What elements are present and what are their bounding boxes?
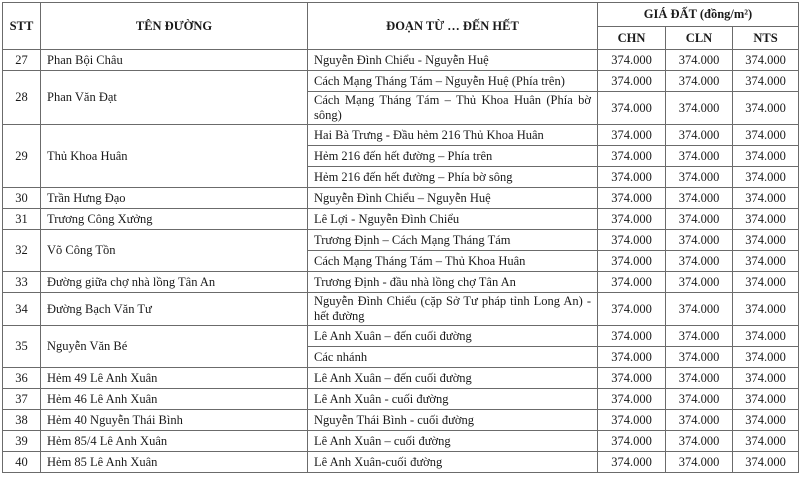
table-row <box>3 452 799 473</box>
cell-price-cln: 374.000 <box>666 431 733 452</box>
table-row <box>3 71 799 92</box>
cell-segment: Trương Định - đầu nhà lồng chợ Tân An <box>308 272 598 293</box>
cell-street-name: Hẻm 49 Lê Anh Xuân <box>41 368 308 389</box>
cell-price-chn: 374.000 <box>598 71 666 92</box>
cell-price-cln: 374.000 <box>666 230 733 251</box>
cell-segment: Trương Định – Cách Mạng Tháng Tám <box>308 230 598 251</box>
header-stt: STT <box>3 3 41 50</box>
header-nts: NTS <box>733 27 799 50</box>
cell-street-name: Hẻm 85 Lê Anh Xuân <box>41 452 308 473</box>
cell-price-nts: 374.000 <box>733 230 799 251</box>
cell-street-name: Võ Công Tồn <box>41 230 308 272</box>
cell-price-cln: 374.000 <box>666 293 733 326</box>
cell-segment: Lê Anh Xuân – cuối đường <box>308 431 598 452</box>
cell-price-cln: 374.000 <box>666 389 733 410</box>
cell-street-name: Hẻm 40 Nguyễn Thái Bình <box>41 410 308 431</box>
cell-price-nts: 374.000 <box>733 71 799 92</box>
cell-segment: Cách Mạng Tháng Tám – Thủ Khoa Huân (Phía bờ sông) <box>308 92 598 125</box>
cell-price-chn: 374.000 <box>598 272 666 293</box>
table-row <box>3 410 799 431</box>
cell-price-nts: 374.000 <box>733 368 799 389</box>
cell-stt: 32 <box>3 230 41 272</box>
cell-segment: Lê Anh Xuân - cuối đường <box>308 389 598 410</box>
cell-price-nts: 374.000 <box>733 431 799 452</box>
cell-price-chn: 374.000 <box>598 452 666 473</box>
cell-street-name: Đường Bạch Văn Tư <box>41 293 308 326</box>
cell-street-name: Hẻm 85/4 Lê Anh Xuân <box>41 431 308 452</box>
cell-street-name: Thủ Khoa Huân <box>41 125 308 188</box>
land-price-table <box>2 2 799 473</box>
header-price-group: GIÁ ĐẤT (đồng/m²) <box>598 3 799 27</box>
cell-price-cln: 374.000 <box>666 410 733 431</box>
cell-segment: Hẻm 216 đến hết đường – Phía trên <box>308 146 598 167</box>
cell-price-chn: 374.000 <box>598 431 666 452</box>
cell-stt: 28 <box>3 71 41 125</box>
cell-stt: 29 <box>3 125 41 188</box>
header-segment: ĐOẠN TỪ … ĐẾN HẾT <box>308 3 598 50</box>
cell-price-chn: 374.000 <box>598 50 666 71</box>
cell-price-chn: 374.000 <box>598 293 666 326</box>
table-row <box>3 50 799 71</box>
cell-segment: Các nhánh <box>308 347 598 368</box>
cell-segment: Lê Anh Xuân-cuối đường <box>308 452 598 473</box>
cell-price-chn: 374.000 <box>598 368 666 389</box>
cell-street-name: Hẻm 46 Lê Anh Xuân <box>41 389 308 410</box>
cell-price-chn: 374.000 <box>598 146 666 167</box>
cell-price-chn: 374.000 <box>598 167 666 188</box>
cell-price-chn: 374.000 <box>598 209 666 230</box>
cell-street-name: Đường giữa chợ nhà lồng Tân An <box>41 272 308 293</box>
cell-segment: Hai Bà Trưng - Đầu hẻm 216 Thủ Khoa Huân <box>308 125 598 146</box>
cell-segment: Hẻm 216 đến hết đường – Phía bờ sông <box>308 167 598 188</box>
cell-price-cln: 374.000 <box>666 188 733 209</box>
cell-price-cln: 374.000 <box>666 92 733 125</box>
cell-price-cln: 374.000 <box>666 452 733 473</box>
cell-price-cln: 374.000 <box>666 146 733 167</box>
cell-price-chn: 374.000 <box>598 326 666 347</box>
cell-price-nts: 374.000 <box>733 209 799 230</box>
table-body <box>3 50 799 473</box>
cell-price-cln: 374.000 <box>666 125 733 146</box>
cell-stt: 30 <box>3 188 41 209</box>
cell-stt: 37 <box>3 389 41 410</box>
header-chn: CHN <box>598 27 666 50</box>
cell-price-nts: 374.000 <box>733 125 799 146</box>
cell-segment: Lê Lợi - Nguyễn Đình Chiểu <box>308 209 598 230</box>
cell-segment: Lê Anh Xuân – đến cuối đường <box>308 326 598 347</box>
cell-price-chn: 374.000 <box>598 230 666 251</box>
cell-price-cln: 374.000 <box>666 71 733 92</box>
table-row <box>3 431 799 452</box>
cell-stt: 27 <box>3 50 41 71</box>
cell-price-cln: 374.000 <box>666 272 733 293</box>
cell-price-nts: 374.000 <box>733 272 799 293</box>
cell-stt: 40 <box>3 452 41 473</box>
cell-stt: 38 <box>3 410 41 431</box>
cell-street-name: Trần Hưng Đạo <box>41 188 308 209</box>
table-row <box>3 125 799 146</box>
cell-price-cln: 374.000 <box>666 167 733 188</box>
cell-stt: 39 <box>3 431 41 452</box>
cell-price-chn: 374.000 <box>598 251 666 272</box>
cell-stt: 36 <box>3 368 41 389</box>
table-row <box>3 188 799 209</box>
table-row <box>3 293 799 326</box>
cell-segment: Lê Anh Xuân – đến cuối đường <box>308 368 598 389</box>
cell-price-chn: 374.000 <box>598 410 666 431</box>
cell-street-name: Nguyễn Văn Bé <box>41 326 308 368</box>
header-street-name: TÊN ĐƯỜNG <box>41 3 308 50</box>
cell-price-nts: 374.000 <box>733 293 799 326</box>
table-row <box>3 272 799 293</box>
cell-stt: 33 <box>3 272 41 293</box>
cell-segment: Cách Mạng Tháng Tám – Thủ Khoa Huân <box>308 251 598 272</box>
cell-stt: 31 <box>3 209 41 230</box>
cell-price-nts: 374.000 <box>733 167 799 188</box>
cell-price-chn: 374.000 <box>598 188 666 209</box>
cell-price-nts: 374.000 <box>733 452 799 473</box>
cell-street-name: Trương Công Xưởng <box>41 209 308 230</box>
cell-price-cln: 374.000 <box>666 251 733 272</box>
cell-segment: Nguyễn Đình Chiểu (cặp Sở Tư pháp tỉnh Long An) - hết đường <box>308 293 598 326</box>
cell-segment: Nguyễn Thái Bình - cuối đường <box>308 410 598 431</box>
cell-price-nts: 374.000 <box>733 188 799 209</box>
cell-price-chn: 374.000 <box>598 125 666 146</box>
table-header <box>3 3 799 50</box>
cell-price-chn: 374.000 <box>598 389 666 410</box>
cell-price-cln: 374.000 <box>666 209 733 230</box>
cell-segment: Nguyễn Đình Chiểu – Nguyễn Huệ <box>308 188 598 209</box>
cell-price-cln: 374.000 <box>666 326 733 347</box>
table-row <box>3 230 799 251</box>
cell-price-nts: 374.000 <box>733 146 799 167</box>
cell-segment: Nguyễn Đình Chiểu - Nguyễn Huệ <box>308 50 598 71</box>
cell-price-nts: 374.000 <box>733 347 799 368</box>
cell-price-cln: 374.000 <box>666 50 733 71</box>
cell-price-nts: 374.000 <box>733 389 799 410</box>
cell-price-cln: 374.000 <box>666 368 733 389</box>
cell-street-name: Phan Bội Châu <box>41 50 308 71</box>
cell-stt: 35 <box>3 326 41 368</box>
cell-price-chn: 374.000 <box>598 347 666 368</box>
cell-price-nts: 374.000 <box>733 50 799 71</box>
cell-street-name: Phan Văn Đạt <box>41 71 308 125</box>
cell-price-nts: 374.000 <box>733 326 799 347</box>
table-row <box>3 389 799 410</box>
cell-price-nts: 374.000 <box>733 251 799 272</box>
cell-price-chn: 374.000 <box>598 92 666 125</box>
cell-price-nts: 374.000 <box>733 410 799 431</box>
header-cln: CLN <box>666 27 733 50</box>
cell-price-cln: 374.000 <box>666 347 733 368</box>
table-row <box>3 368 799 389</box>
table-row <box>3 209 799 230</box>
table-row <box>3 326 799 347</box>
cell-price-nts: 374.000 <box>733 92 799 125</box>
cell-stt: 34 <box>3 293 41 326</box>
cell-segment: Cách Mạng Tháng Tám – Nguyễn Huệ (Phía trên) <box>308 71 598 92</box>
